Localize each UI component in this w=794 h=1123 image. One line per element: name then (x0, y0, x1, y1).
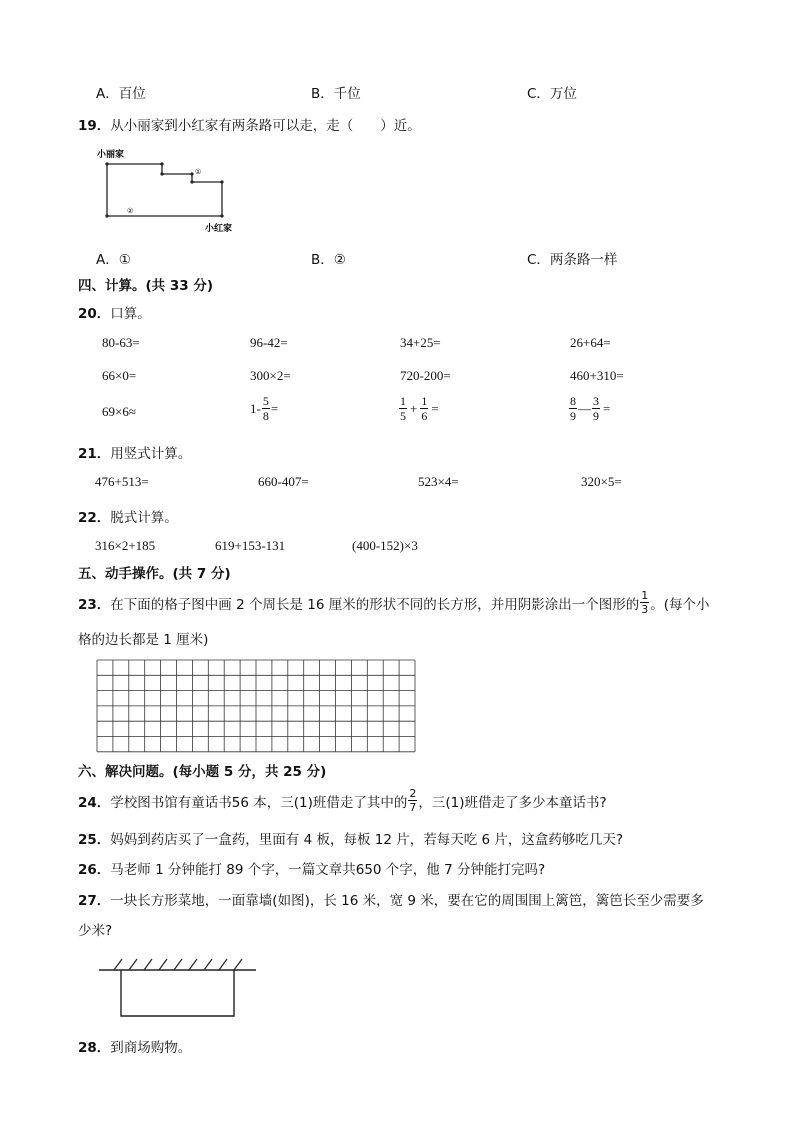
oral-calc: 26+64= (570, 335, 611, 350)
q20-text: 口算。 (110, 306, 151, 322)
q19-question (78, 114, 421, 134)
route-2-mark: ② (127, 207, 134, 215)
oral-calc: 720-200= (400, 368, 451, 383)
oral-calc: 80-63= (102, 335, 140, 350)
vertical-calc: 660-407= (258, 474, 309, 489)
q28-question: 28．到商场购物。 (78, 1040, 192, 1056)
q24-question: 24． 学校图书馆有童话书56 本，三(1)班借走了其中的 $\frac{2}{7}$ ，三(1)班借走了多少本童话书? (78, 787, 607, 814)
oral-calc: 69×6≈ (102, 404, 136, 419)
vertical-calc: 320×5= (581, 474, 622, 489)
route-1-mark: ① (195, 168, 202, 176)
q24-fraction: $\frac{2}{7}$ (409, 787, 417, 814)
vertical-calc: 476+513= (95, 474, 149, 489)
q20-question (78, 302, 151, 322)
vertical-calc: 523×4= (418, 474, 459, 489)
q23-text: 在下面的格子图中画 2 个周长是 16 厘米的形状不同的长方形，并用阴影涂出一个图形的 (110, 596, 640, 613)
q18-option-a: A．百位 (96, 86, 146, 102)
route-2-line (107, 164, 222, 216)
q26-label: 26． (78, 862, 111, 878)
map-start-label: 小丽家 (97, 150, 125, 160)
q26-question: 26．马老师 1 分钟能打 89 个字，一篇文章共650 个字，他 7 分钟能打完吗? (78, 862, 546, 878)
map-end-label: 小红家 (205, 224, 233, 234)
q27-label: 27． (78, 893, 111, 909)
q18-option-b: B．千位 (311, 86, 361, 102)
stepwise-calc: 316×2+185 (95, 538, 156, 553)
grid-paper[interactable] (96, 659, 416, 753)
q19-text: 从小丽家到小红家有两条路可以走，走（ ）近。 (110, 118, 421, 134)
section-5-title: 五、动手操作。(共 7 分) (78, 566, 231, 582)
q23-label: 23． (78, 596, 111, 613)
route-1-line (107, 164, 222, 216)
q27-question: 27．一块长方形菜地，一面靠墙(如图)，长 16 米，宽 9 米，要在它的周围围上篱笆，篱笆长至少需要多 (78, 893, 704, 909)
q25-label: 25． (78, 832, 111, 848)
section-6-title: 六、解决问题。(每小题 5 分，共 25 分) (78, 764, 327, 780)
q18-option-c: C．万位 (527, 86, 577, 102)
oral-calc: 460+310= (570, 368, 624, 383)
q19-option-c: C．两条路一样 (527, 252, 618, 268)
section-4-title: 四、计算。(共 33 分) (78, 278, 214, 294)
oral-calc-fraction: $\frac{8}{9}$ — $\frac{3}{9}$ = (570, 394, 611, 423)
stepwise-calc: (400-152)×3 (352, 538, 418, 553)
q22-question (78, 506, 178, 526)
q21-text: 用竖式计算。 (110, 446, 192, 462)
q28-label: 28． (78, 1040, 111, 1056)
q22-text: 脱式计算。 (110, 510, 178, 526)
q27-text-line2: 少米? (78, 923, 113, 939)
oral-calc: 66×0= (102, 368, 137, 383)
oral-calc: 96-42= (250, 335, 288, 350)
oral-calc: 300×2= (250, 368, 291, 383)
oral-calc-fraction: $\frac{1}{5}$ + $\frac{1}{6}$ = (400, 394, 439, 423)
q19-route-map (95, 146, 255, 236)
q23-question: 23． 在下面的格子图中画 2 个周长是 16 厘米的形状不同的长方形，并用阴影涂出一个图形的 $\frac{1}{3}$ 。(每个小 (78, 589, 710, 616)
q21-label: 21． (78, 446, 111, 462)
q25-question: 25．妈妈到药店买了一盒药，里面有 4 板，每板 12 片，若每天吃 6 片，这盒药够吃几天? (78, 832, 624, 848)
wall-hatching (114, 959, 242, 970)
garden-rectangle (121, 970, 234, 1016)
stepwise-calc: 619+153-131 (215, 538, 286, 553)
oral-calc: 34+25= (400, 335, 441, 350)
q21-question (78, 442, 191, 462)
q19-label: 19． (78, 118, 111, 134)
q24-label: 24． (78, 794, 111, 811)
q20-label: 20． (78, 306, 111, 322)
oral-calc-fraction: 1- $\frac{5}{8}$ = (250, 394, 279, 423)
garden-wall-diagram (96, 955, 261, 1020)
q19-option-a: A．① (96, 252, 131, 268)
q23-text-line2: 格的边长都是 1 厘米) (78, 632, 209, 648)
q19-option-b: B．② (311, 252, 346, 268)
q22-label: 22． (78, 510, 111, 526)
q23-fraction: $\frac{1}{3}$ (641, 589, 649, 616)
